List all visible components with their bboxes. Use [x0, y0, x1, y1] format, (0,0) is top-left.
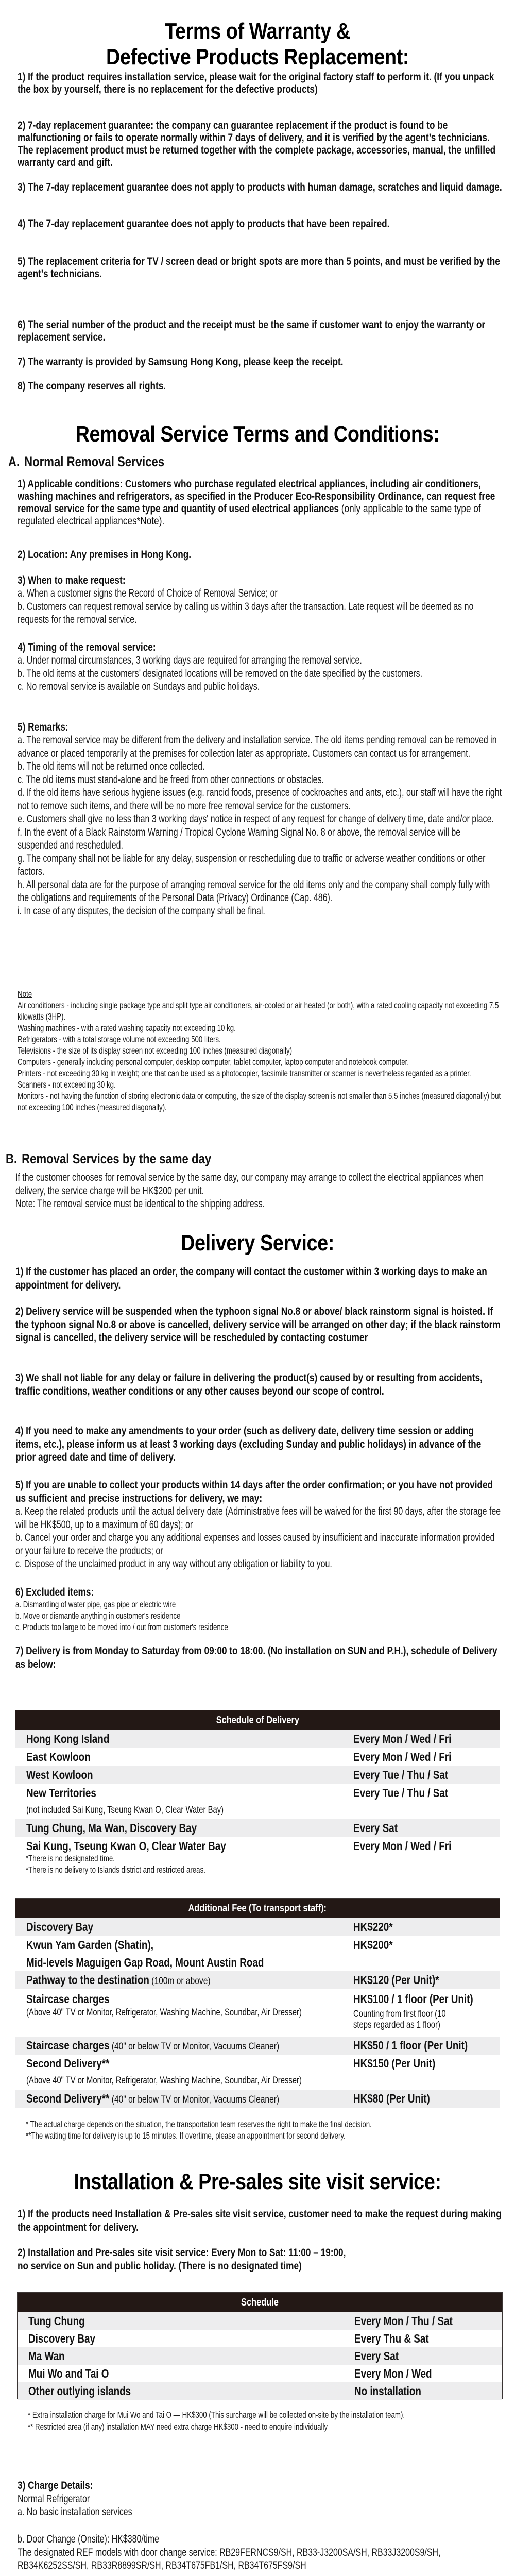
delivery-title: Delivery Service:	[181, 1230, 334, 1256]
table-row: Second Delivery** (40" or below TV or Monitor, Vacuums Cleaner) HK$80 (Per Unit)	[15, 2090, 500, 2108]
removal-location: 2) Location: Any premises in Hong Kong.	[18, 549, 192, 561]
table-row: Staircase charges (40" or below TV or Monitor, Vacuums Cleaner) HK$50 / 1 floor (Per Unit)	[15, 2037, 500, 2055]
additional-fee-table	[15, 1898, 500, 2110]
fee-notes: * The actual charge depends on the situation, the transportation team reserves the right to make the final decision. **The waiting time for delivery is up to 15 minutes. If overtime, please an appointment for second delivery.	[26, 2119, 372, 2141]
warranty-item-1: 1) If the product requires installation service, please wait for the original factory staff to perform it. (If you unpack the box by yourself, there is no replacement for the defective products)	[18, 71, 494, 95]
removal-when-to-request: 3) When to make request: a. When a customer signs the Record of Choice of Removal Service; or b. Customers can request removal service by calling us within 3 days after the transaction. Late request will be deemed as no requests for the removal service.	[18, 574, 474, 625]
installation-schedule-notes: * Extra installation charge for Mui Wo and Tai O — HK$300 (This surcharge will be collected on-site by the installation team). ** Restricted area (if any) installation MAY need extra charge HK$300 - need to enquire individually	[28, 2410, 405, 2432]
installation-item-2: 2) Installation and Pre-sales site visit service: Every Mon to Sat: 11:00 – 19:00, no service on Sun and public holiday. (There is no designated time)	[18, 2247, 346, 2272]
table-row: Staircase charges (Above 40" TV or Monitor, Refrigerator, Washing Machine, Soundbar, Air Dresser) HK$100 / 1 floor (Per Unit) Counting from first floor (10 steps regarded as 1 floor)	[15, 1989, 500, 2037]
table-row: Mui Wo and Tai O Every Mon / Wed	[18, 2365, 502, 2382]
table-row: Sai Kung, Tseung Kwan O, Clear Water Bay Every Mon / Wed / Fri	[15, 1837, 500, 1855]
warranty-title: Terms of Warranty & Defective Products Replacement:	[106, 19, 409, 70]
charge-details: 3) Charge Details: Normal Refrigerator a. No basic installation services	[18, 2480, 132, 2518]
table-row: Ma Wan Every Sat	[18, 2347, 502, 2365]
table-header: Schedule	[18, 2293, 502, 2312]
table-row: Second Delivery** HK$150 (Per Unit) (Above 40" TV or Monitor, Refrigerator, Washing Machine, Soundbar, Air Dresser)	[15, 2055, 500, 2090]
delivery-item-2: 2) Delivery service will be suspended when the typhoon signal No.8 or above/ black rainstorm signal is hoisted. If the typhoon signal No.8 or above is cancelled, delivery service will be arranged on other day; if the black rainstorm signal is cancelled, the delivery service will be rescheduled by contacting costumer	[15, 1306, 501, 1344]
table-row: New Territories Every Tue / Thu / Sat (not included Sai Kung, Tseung Kwan O, Clear Water Bay)	[15, 1784, 500, 1819]
removal-remarks: 5) Remarks: a. The removal service may be different from the delivery and installation service. The old items pending removal can be removed in advance or placed temporarily at the premises for collection later as appropriate. Customers can contact us for arrangement. b. The old items will not be returned once collected. c. The old items must stand-alone and be freed from other connections or obstacles. d. If the old items have serious hygiene issues (e.g. rancid foods, presence of cockroaches and ants, etc.), our staff will have the right not to remove such items, and there will be no more free removal service for the customers. e. Customers shall give no less than 3 working days' notice in respect of any request for change of delivery time, date and/or place. f. In the event of a Black Rainstorm Warning / Tropical Cyclone Warning Signal No. 8 or above, the removal service will be suspended and rescheduled. g. The company shall not be liable for any delay, suspension or rescheduling due to traffic or adverse weather conditions or other factors. h. All personal data are for the purpose of arranging removal service for the old items only and the company shall comply fully with the obligations and requirements of the Personal Data (Privacy) Ordinance (Cap. 486). i. In case of any disputes, the decision of the company shall be final.	[18, 721, 502, 917]
removal-timing: 4) Timing of the removal service: a. Under normal circumstances, 3 working days are required for arranging the removal service. b. The old items at the customers’ designated locations will be removed on the date specified by the customers. c. No removal service is available on Sundays and public holidays.	[18, 641, 423, 692]
delivery-excluded-items: 6) Excluded items: a. Dismantling of water pipe, gas pipe or electric wire b. Move or dismantle anything in customer's residence c. Products too large to be moved into / out from customer's residence	[15, 1586, 228, 1632]
warranty-item-3: 3) The 7-day replacement guarantee does not apply to products with human damage, scratches and liquid damage.	[18, 181, 502, 193]
section-b-heading: B. Removal Services by the same day	[6, 1151, 212, 1166]
delivery-item-4: 4) If you need to make any amendments to your order (such as delivery date, delivery time session or adding items, etc.), please inform us at least 3 working days (excluding Sunday and public holidays) in advance of the prior agreed date and time of delivery.	[15, 1425, 482, 1463]
table-row: Pathway to the destination (100m or above) HK$120 (Per Unit)*	[15, 1971, 500, 1989]
delivery-hours: 7) Delivery is from Monday to Saturday from 09:00 to 18:00. (No installation on SUN and P.H.), schedule of Delivery as below:	[15, 1645, 497, 1670]
installation-title: Installation & Pre-sales site visit service:	[74, 2169, 441, 2194]
table-row: Kwun Yam Garden (Shatin), HK$200* Mid-levels Maguigen Gap Road, Mount Austin Road	[15, 1936, 500, 1971]
table-row: Tung Chung Every Mon / Thu / Sat	[18, 2312, 502, 2330]
section-a-heading: A. Normal Removal Services	[8, 454, 165, 469]
door-change: b. Door Change (Onsite): HK$380/time The designated REF models with door change service: RB29FERNCS9/SH, RB33-J3200SA/SH, RB33J3200S9/SH, RB34K6252SS/SH, RB33R8899SR/SH, RB34T675FB1/SH, RB34T675FS9/SH	[18, 2533, 441, 2571]
installation-item-1: 1) If the products need Installation & Pre-sales site visit service, customer need to make the request during making the appointment for delivery.	[18, 2208, 502, 2233]
warranty-item-2: 2) 7-day replacement guarantee: the company can guarantee replacement if the product is found to be malfunctioning or fails to operate normally within 7 days of delivery, and it is verified by the agent’s technicians. The replacement product must be returned together with the complete package, accessories, manual, the unfilled warranty card and gift.	[18, 120, 496, 168]
delivery-uncollected: 5) If you are unable to collect your products within 14 days after the order confirmation; or you have not provided us sufficient and precise instructions for delivery, we may: a. Keep the related products until the actual delivery date (Administrative fees will be waived for the first 90 days, after the storage fee will be HK$500, up to a maximum of 60 days); or b. Cancel your order and charge you any additional expenses and losses caused by insufficient and inaccurate information provided or your failure to receive the products; or c. Dispose of the unclaimed product in any way without any obligation or liability to you.	[15, 1479, 501, 1570]
table-row: Discovery Bay Every Thu & Sat	[18, 2330, 502, 2347]
warranty-item-6: 6) The serial number of the product and the receipt must be the same if customer want to enjoy the warranty or replacement service.	[18, 319, 486, 343]
table-row: Tung Chung, Ma Wan, Discovery Bay Every Sat	[15, 1819, 500, 1837]
delivery-item-3: 3) We shall not liable for any delay or failure in delivering the product(s) caused by or resulting from accidents, traffic conditions, weather conditions or any other causes beyond our scope of control.	[15, 1372, 483, 1397]
removal-applicable-conditions: 1) Applicable conditions: Customers who purchase regulated electrical appliances, including air conditioners, washing machines and refrigerators, as specified in the Producer Eco-Responsibility Ordinance, can request free removal service for the same type and quantity of used electrical appliances (only applicable to the same type of regulated electrical appliances*Note).	[18, 478, 495, 527]
delivery-schedule-notes: *There is no designated time. *There is no delivery to Islands district and restricted areas.	[26, 1853, 205, 1875]
table-row: Discovery Bay HK$220*	[15, 1918, 500, 1936]
table-row: West Kowloon Every Tue / Thu / Sat	[15, 1766, 500, 1784]
installation-schedule-table	[17, 2292, 503, 2399]
warranty-item-5: 5) The replacement criteria for TV / screen dead or bright spots are more than 5 points, and must be verified by the agent's technicians.	[18, 256, 500, 280]
warranty-item-7: 7) The warranty is provided by Samsung Hong Kong, please keep the receipt.	[18, 356, 344, 368]
table-row: East Kowloon Every Mon / Wed / Fri	[15, 1748, 500, 1766]
delivery-schedule-table	[15, 1710, 500, 1854]
table-row: Other outlying islands No installation	[18, 2382, 502, 2400]
removal-title: Removal Service Terms and Conditions:	[75, 421, 440, 447]
removal-same-day: If the customer chooses for removal service by the same day, our company may arrange to collect the electrical appliances when delivery, the service charge will be HK$200 per unit. Note: The removal service must be identical to the shipping address.	[15, 1172, 484, 1210]
warranty-item-4: 4) The 7-day replacement guarantee does not apply to products that have been repaired.	[18, 218, 390, 230]
delivery-item-1: 1) If the customer has placed an order, the company will contact the customer within 3 working days to make an appointment for delivery.	[15, 1266, 487, 1291]
warranty-item-8: 8) The company reserves all rights.	[18, 380, 166, 392]
table-header: Schedule of Delivery	[15, 1710, 500, 1730]
table-row: Hong Kong Island Every Mon / Wed / Fri	[15, 1730, 500, 1748]
table-header: Additional Fee (To transport staff):	[15, 1899, 500, 1918]
removal-note: Note Air conditioners - including single package type and split type air conditioners, air-cooled or air heated (or both), with a rated cooling capacity not exceeding 7.5 kilowatts (3HP). Washing machines - with a rated washing capacity not exceeding 10 kg. Refrigerators - with a total storage volume not exceeding 500 liters. Televisions - the size of its display screen not exceeding 100 inches (measured diagonally) Computers - generally including personal computer, desktop computer, tablet computer, laptop computer and notebook computer. Printers - not exceeding 30 kg in weight; one that can be used as a photocopier, facsimile transmitter or scanner is nevertheless regarded as a printer. Scanners - not exceeding 30 kg. Monitors - not having the function of storing electronic data or computing, the size of the display screen is not smaller than 5.5 inches (measured diagonally) but not exceeding 100 inches (measured diagonally).	[18, 989, 501, 1112]
